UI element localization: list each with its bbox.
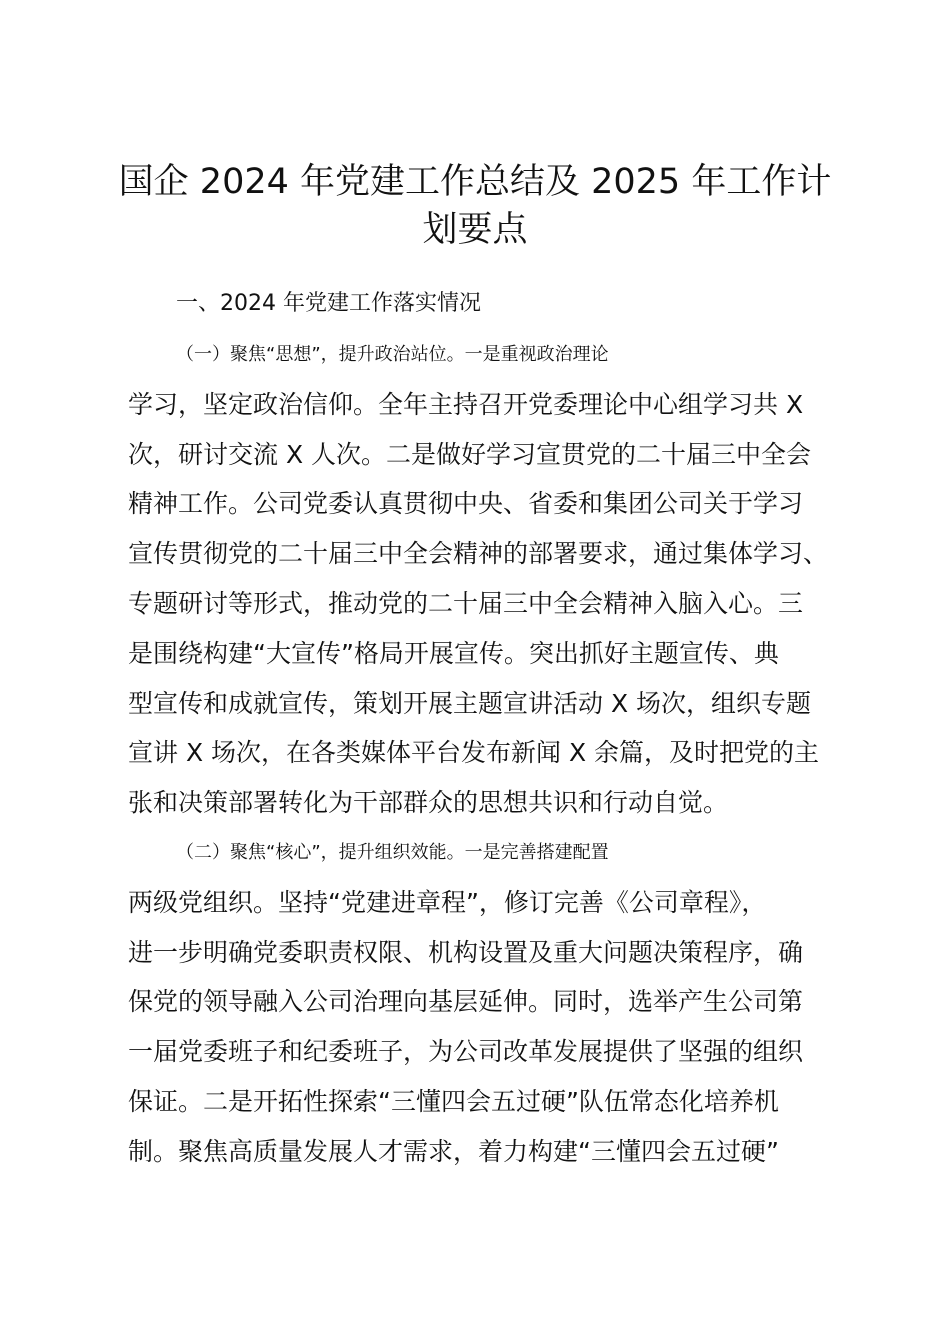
paragraph-2 [128, 828, 908, 1177]
paragraph-line: 一届党委班子和纪委班子，为公司改革发展提供了坚强的组织 [128, 1037, 804, 1067]
document-title-line-2: 划要点 [422, 210, 528, 250]
paragraph-line: 型宣传和成就宣传，策划开展主题宣讲活动 X 场次，组织专题 [128, 688, 812, 718]
paragraph-line: 保证。二是开拓性探索“三懂四会五过硬”队伍常态化培养机 [128, 1086, 779, 1116]
document-title [0, 158, 950, 254]
document-title-line-1: 国企 2024 年党建工作总结及 2025 年工作计 [118, 162, 832, 202]
paragraph-line: 学习，坚定政治信仰。全年主持召开党委理论中心组学习共 X [128, 389, 804, 419]
paragraph-line: 宣讲 X 场次，在各类媒体平台发布新闻 X 余篇，及时把党的主 [128, 738, 820, 768]
paragraph-line: 保党的领导融入公司治理向基层延伸。同时，选举产生公司第 [128, 987, 804, 1017]
paragraph-line: 宣传贯彻党的二十届三中全会精神的部署要求，通过集体学习、 [128, 539, 829, 569]
paragraph-line: 两级党组织。坚持“党建进章程”，修订完善《公司章程》， [128, 887, 767, 917]
paragraph-line: 精神工作。公司党委认真贯彻中央、省委和集团公司关于学习 [128, 489, 804, 519]
paragraph-line: 是围绕构建“大宣传”格局开展宣传。突出抓好主题宣传、典 [128, 638, 779, 668]
section-heading: 一、2024 年党建工作落实情况 [176, 291, 481, 316]
paragraph-line: 次，研讨交流 X 人次。二是做好学习宣贯党的二十届三中全会 [128, 439, 812, 469]
paragraph-line: 制。聚焦高质量发展人才需求，着力构建“三懂四会五过硬” [128, 1136, 779, 1166]
paragraph-line: 专题研讨等形式，推动党的二十届三中全会精神入脑入心。三 [128, 588, 804, 618]
paragraph-line: （二）聚焦“核心”，提升组织效能。一是完善搭建配置 [176, 842, 609, 863]
paragraph-line: 张和决策部署转化为干部群众的思想共识和行动自觉。 [128, 788, 729, 818]
paragraph-1 [128, 330, 908, 828]
paragraph-line: 进一步明确党委职责权限、机构设置及重大问题决策程序，确 [128, 937, 804, 967]
paragraph-line: （一）聚焦“思想”，提升政治站位。一是重视政治理论 [176, 344, 609, 365]
